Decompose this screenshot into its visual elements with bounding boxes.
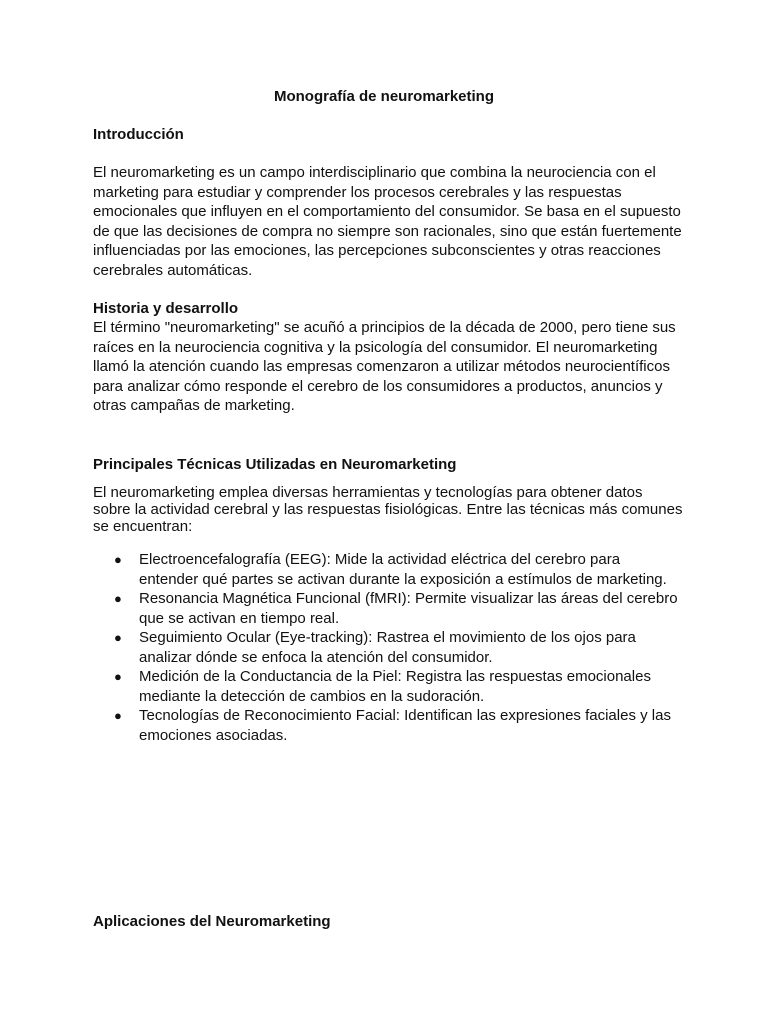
list-item-reconocimiento-facial (93, 706, 683, 745)
paragraph-introduccion: El neuromarketing es un campo interdisciplinario que combina la neurociencia con el marketing para estudiar y comprender los procesos cerebrales y las respuestas emocionales que influyen en el comportamiento del consumidor. Se basa en el supuesto de que las decisiones de compra no siempre son racionales, sino que están fuertemente influenciadas por las emociones, las percepciones subconscientes y otras reacciones cerebrales automáticas. (93, 164, 682, 279)
section-heading-introduccion: Introducción (93, 126, 184, 143)
list-item-eye-tracking (93, 628, 683, 667)
section-heading-aplicaciones: Aplicaciones del Neuromarketing (93, 913, 331, 930)
list-item-text: Medición de la Conductancia de la Piel: Registra las respuestas emocionales mediante la detección de cambios en la sudoración. (139, 668, 651, 705)
document-title: Monografía de neuromarketing (273, 88, 495, 105)
techniques-bullet-list (93, 550, 683, 745)
list-item-text: Resonancia Magnética Funcional (fMRI): Permite visualizar las áreas del cerebro que se activan en tiempo real. (139, 590, 678, 627)
list-item-eeg (93, 550, 683, 589)
list-item-text: Seguimiento Ocular (Eye-tracking): Rastrea el movimiento de los ojos para analizar dónde se enfoca la atención del consumidor. (139, 629, 636, 666)
section-heading-tecnicas: Principales Técnicas Utilizadas en Neuromarketing (93, 456, 457, 473)
list-item-conductancia (93, 667, 683, 706)
list-item-text: Electroencefalografía (EEG): Mide la actividad eléctrica del cerebro para entender qué partes se activan durante la exposición a estímulos de marketing. (139, 551, 667, 588)
list-item-fmri (93, 589, 683, 628)
bullet-icon: ● (114, 552, 122, 567)
list-item-text: Tecnologías de Reconocimiento Facial: Identifican las expresiones faciales y las emociones asociadas. (139, 707, 671, 744)
bullet-icon: ● (114, 630, 122, 645)
bullet-icon: ● (114, 591, 122, 606)
bullet-icon: ● (114, 708, 122, 723)
paragraph-tecnicas: El neuromarketing emplea diversas herramientas y tecnologías para obtener datos sobre la actividad cerebral y las respuestas fisiológicas. Entre las técnicas más comunes se encuentran: (93, 484, 683, 535)
bullet-icon: ● (114, 669, 122, 684)
paragraph-historia: El término "neuromarketing" se acuñó a principios de la década de 2000, pero tiene sus raíces en la neurociencia cognitiva y la psicología del consumidor. El neuromarketing llamó la atención cuando las empresas comenzaron a utilizar métodos neurocientíficos para analizar cómo responde el cerebro de los consumidores a productos, anuncios y otras campañas de marketing. (93, 319, 676, 414)
section-heading-historia: Historia y desarrollo (93, 300, 239, 317)
